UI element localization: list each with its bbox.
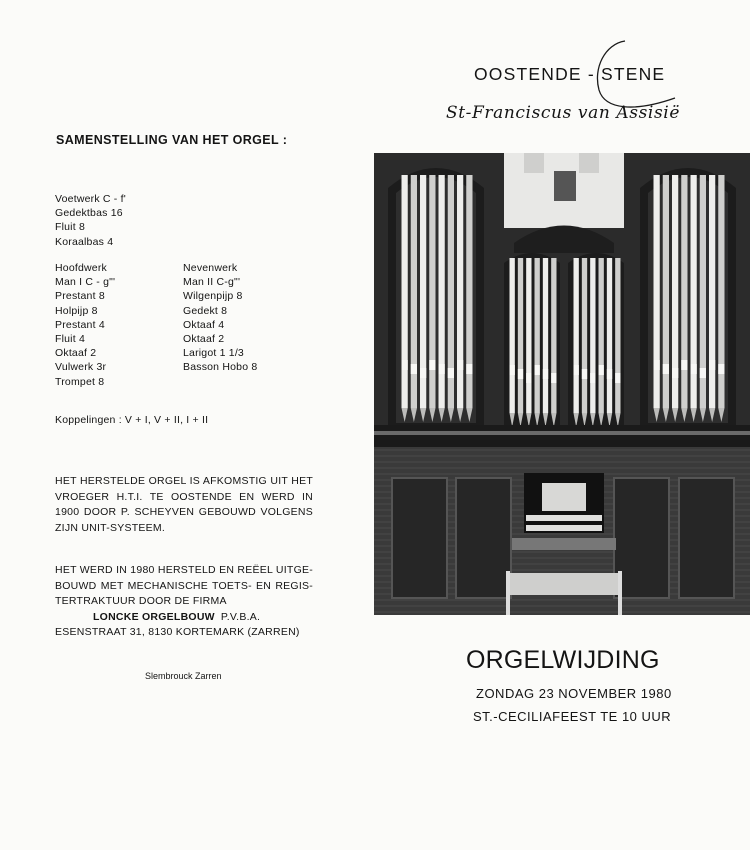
list-item: Trompet 8 — [55, 375, 105, 388]
restoration-text: HET WERD IN 1980 HERSTELD EN REËEL UITGE-BOUWD MET MECHANISCHE TOETS- EN REGIS-TERTRAKTUUR DOOR DE FIRMA — [55, 564, 313, 608]
list-item: Hoofdwerk — [55, 262, 107, 274]
main-title: ORGELWIJDING — [466, 646, 660, 674]
list-item: Wilgenpijp 8 — [183, 290, 243, 303]
history-paragraph-2 — [55, 563, 313, 641]
list-item: Holpijp 8 — [55, 304, 98, 317]
event-date: ZONDAG 23 NOVEMBER 1980 — [476, 686, 672, 701]
firm-line — [55, 610, 313, 626]
list-item: Larigot 1 1/3 — [183, 347, 244, 360]
list-item: Voetwerk C - f' — [55, 193, 126, 205]
choir-stops-list — [183, 261, 257, 375]
parish-name: St-Franciscus van Assisië — [446, 103, 680, 123]
list-item: Oktaaf 2 — [183, 333, 225, 346]
list-item: Man I C - g"' — [55, 276, 116, 289]
firm-address: ESENSTRAAT 31, 8130 KORTEMARK (ZARREN) — [55, 626, 300, 639]
list-item: Vulwerk 3r — [55, 361, 107, 374]
list-item: Gedekt 8 — [183, 304, 228, 317]
list-item: Prestant 8 — [55, 290, 105, 303]
organ-photo — [374, 153, 750, 615]
event-time: ST.-CECILIAFEEST TE 10 UUR — [473, 709, 672, 724]
great-stops-list — [55, 261, 115, 389]
list-item: Koraalbas 4 — [55, 235, 114, 248]
organ-heading: SAMENSTELLING VAN HET ORGEL : — [56, 133, 288, 147]
list-item: Man II C-g"' — [183, 276, 241, 289]
place-name: OOSTENDE - STENE — [474, 64, 666, 84]
pedal-stops-list — [55, 192, 126, 249]
history-paragraph-1: HET HERSTELDE ORGEL IS AFKOMSTIG UIT HET VROEGER H.T.I. TE OOSTENDE EN WERD IN 1900 DOOR P. SCHEYVEN GEBOUWD VOLGENS ZIJN UNIT-SYSTEEM. — [55, 475, 313, 534]
list-item: Gedektbas 16 — [55, 207, 123, 220]
firm-name: LONCKE ORGELBOUW — [93, 610, 215, 623]
list-item: Prestant 4 — [55, 318, 105, 331]
list-item: Fluit 8 — [55, 221, 85, 234]
firm-suffix: P.V.B.A. — [220, 610, 261, 623]
list-item: Oktaaf 2 — [55, 347, 97, 360]
couplers-line: Koppelingen : V + I, V + II, I + II — [55, 414, 209, 426]
list-item: Nevenwerk — [183, 262, 238, 274]
list-item: Oktaaf 4 — [183, 318, 225, 331]
list-item: Fluit 4 — [55, 333, 85, 346]
printer-credit: Slembrouck Zarren — [145, 671, 222, 681]
list-item: Basson Hobo 8 — [183, 361, 258, 374]
